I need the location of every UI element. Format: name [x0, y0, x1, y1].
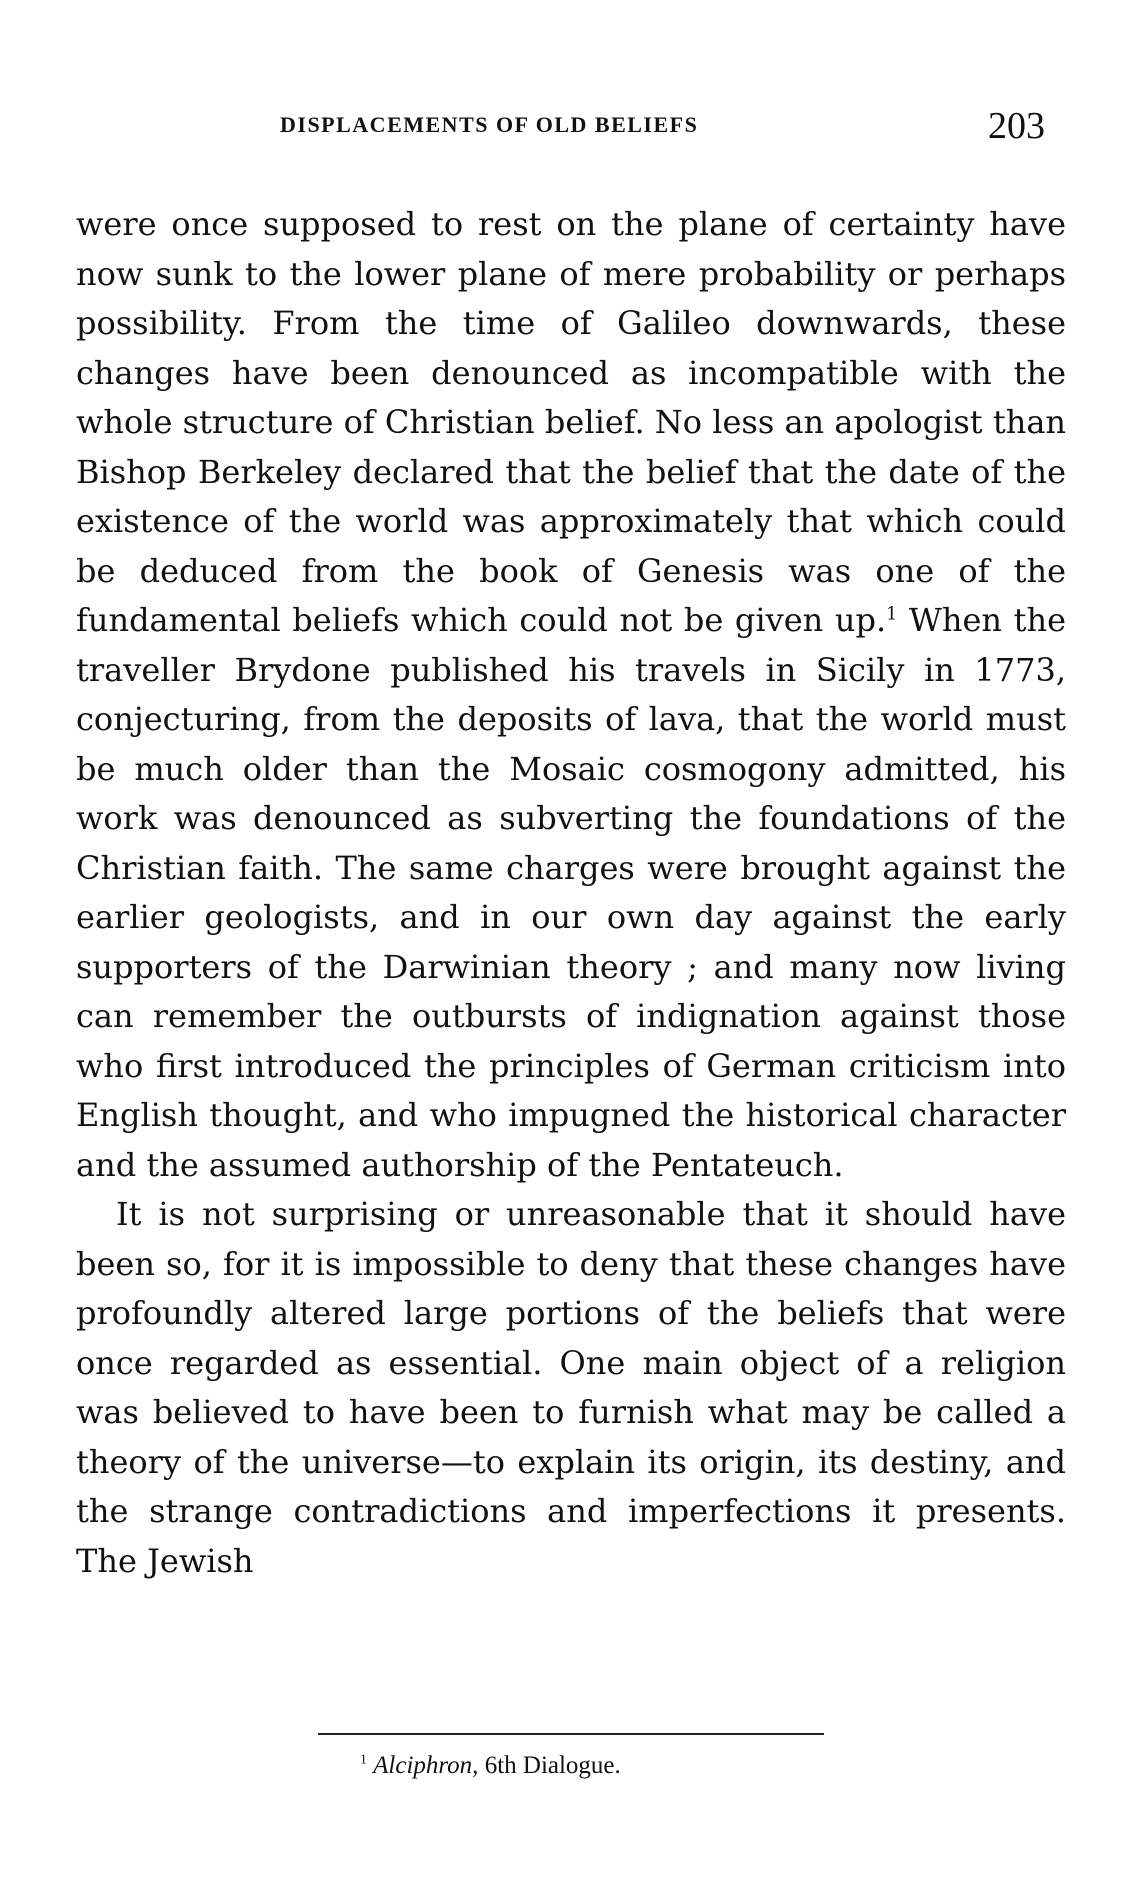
footnote-text: 6th Dialogue.: [478, 1752, 621, 1779]
footnote-title: Alciphron,: [373, 1752, 479, 1779]
footnote: [360, 1752, 621, 1780]
footnote-divider: [318, 1733, 824, 1735]
page-number: 203: [988, 105, 1045, 147]
paragraph-1: [76, 200, 1066, 1190]
main-text: [76, 200, 1066, 1586]
paragraph-1-text-a: were once supposed to rest on the plane of certainty have now sunk to the lower plane of mere probability or perhaps possibility. From the time of Galileo downwards, these changes have been denounced as incompatible with the whole structure of Christian belief. No less an apologist than Bishop Berkeley declared that the belief that the date of the existence of the world was approximately that which could be deduced from the book of Genesis was one of the fundamental beliefs which could not be given up.: [76, 205, 1066, 639]
footnote-reference: 1: [886, 604, 898, 625]
paragraph-1-text-b: When the traveller Brydone published his travels in Sicily in 1773, conjecturing, from the deposits of lava, that the world must be much older than the Mosaic cosmogony admitted, his work was denounced as subverting the foundations of the Christian faith. The same charges were brought against the earlier geologists, and in our own day against the early supporters of the Darwinian theory ; and many now living can remember the outbursts of indignation against those who first introduced the principles of German criticism into English thought, and who impugned the historical character and the assumed authorship of the Pentateuch.: [76, 601, 1067, 1184]
footnote-marker: 1: [360, 1751, 367, 1767]
running-head: DISPLACEMENTS OF OLD BELIEFS: [280, 112, 699, 137]
paragraph-2: It is not surprising or unreasonable that it should have been so, for it is impossible to deny that these changes have profoundly altered large portions of the beliefs that were once regarded as essential. One main object of a religion was believed to have been to furnish what may be called a theory of the universe—to explain its origin, its destiny, and the strange contradictions and imperfections it presents. The Jewish: [76, 1195, 1066, 1580]
